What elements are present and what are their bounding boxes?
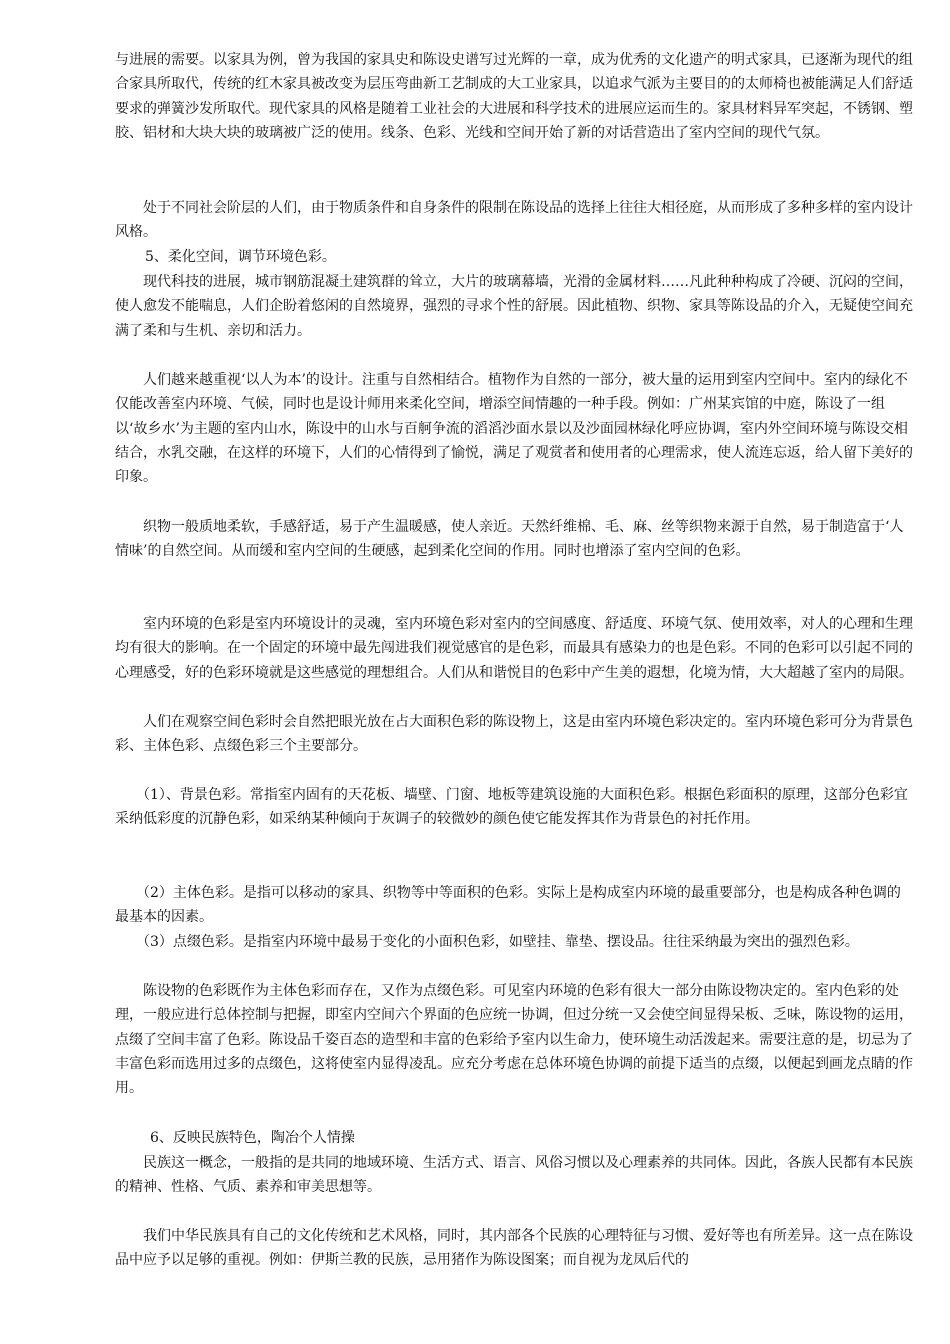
paragraph-chinese-nation: 我们中华民族具有自己的文化传统和艺术风格，同时，其内部各个民族的心理特征与习惯、爱好等也有所差异。这一点在陈设品中应予以足够的重视。例如：伊斯兰教的民族，忌用猪作为陈设图案；而自视为龙凤后代的 <box>115 1228 913 1269</box>
paragraph-furniture-history: 与进展的需要。以家具为例，曾为我国的家具史和陈设史谱写过光辉的一章，成为优秀的文化遗产的明式家具，已逐渐为现代的组合家具所取代，传统的红木家具被改变为层压弯曲新工艺制成的大工业家具，以追求气派为主要目的的太师椅也被能满足人们舒适要求的弹簧沙发所取代。现代家具的风格是随着工业社会的大进展和科学技术的进展应运而生的。家具材料异军突起，不锈钢、塑胶、铝材和大块大块的玻璃被广泛的使用。线条、色彩、光线和空间开始了新的对话营造出了室内空间的现代气氛。 <box>115 52 913 141</box>
paragraph-fabrics: 织物一般质地柔软，手感舒适，易于产生温暖感，使人亲近。天然纤维棉、毛、麻、丝等织物来源于自然，易于制造富于‘人情味’的自然空间。从而缓和室内空间的生硬感，起到柔化空间的作用。同时也增添了室内空间的色彩。 <box>115 519 904 560</box>
section-heading-6: 6、反映民族特色，陶冶个人情操 <box>150 1130 355 1146</box>
paragraph-decoration-color: 陈设物的色彩既作为主体色彩而存在，又作为点缀色彩。可见室内环境的色彩有很大一部分由陈设物决定的。室内色彩的处理，一般应进行总体控制与把握，即室内空间六个界面的色应统一协调，但过分统一又会使空间显得呆板、乏味，陈设物的运用，点缀了空间丰富了色彩。陈设品千姿百态的造型和丰富的色彩给予室内以生命力，使环境生动活泼起来。需要注意的是，切忌为了丰富色彩而选用过多的点缀色，这将使室内显得凌乱。应充分考虑在总体环境色协调的前提下适当的点缀，以便起到画龙点睛的作用。 <box>115 983 913 1097</box>
paragraph-social-classes: 处于不同社会阶层的人们，由于物质条件和自身条件的限制在陈设品的选择上往往大相径庭，从而形成了多种多样的室内设计风格。 <box>115 200 913 241</box>
paragraph-people-oriented: 人们越来越重视‘以人为本’的设计。注重与自然相结合。植物作为自然的一部分，被大量的运用到室内空间中。室内的绿化不仅能改善室内环境、气候，同时也是设计师用来柔化空间，增添空间情趣的一种手段。例如：广州某宾馆的中庭，陈设了一组以‘故乡水’为主题的室内山水，陈设中的山水与百舸争流的滔滔沙面水景以及沙面园林绿化呼应协调，室内外空间环境与陈设交相结合，水乳交融，在这样的环境下，人们的心情得到了愉悦，满足了观赏者和使用者的心理需求，使人流连忘返，给人留下美好的印象。 <box>115 372 913 486</box>
paragraph-interior-color: 室内环境的色彩是室内环境设计的灵魂，室内环境色彩对室内的空间感度、舒适度、环境气氛、使用效率，对人的心理和生理均有很大的影响。在一个固定的环境中最先闯进我们视觉感官的是色彩，而最具有感染力的也是色彩。不同的色彩可以引起不同的心理感受，好的色彩环境就是这些感觉的理想组合。人们从和谐悦目的色彩中产生美的遐想，化境为情，大大超越了室内的局限。 <box>115 616 913 681</box>
paragraph-color-observation: 人们在观察空间色彩时会自然把眼光放在占大面积色彩的陈设物上，这是由室内环境色彩决定的。室内环境色彩可分为背景色彩、主体色彩、点缀色彩三个主要部分。 <box>115 714 913 755</box>
paragraph-accent-color: （3）点缀色彩。是指室内环境中最易于变化的小面积色彩，如壁挂、靠垫、摆设品。往往采纳最为突出的强烈色彩。 <box>136 934 859 950</box>
section-heading-5: 5、柔化空间，调节环境色彩。 <box>145 249 336 265</box>
paragraph-modern-technology: 现代科技的进展，城市钢筋混凝土建筑群的耸立，大片的玻璃幕墙，光滑的金属材料……凡此种种构成了冷硬、沉闷的空间，使人愈发不能喘息，人们企盼着悠闲的自然境界，强烈的寻求个性的舒展。因此植物、织物、家具等陈设品的介入，无疑使空间充满了柔和与生机、亲切和活力。 <box>115 274 913 339</box>
paragraph-nation-concept: 民族这一概念，一般指的是共同的地域环境、生活方式、语言、风俗习惯以及心理素养的共同体。因此，各族人民都有本民族的精神、性格、气质、素养和审美思想等。 <box>115 1155 913 1196</box>
paragraph-background-color: （1）、背景色彩。常指室内固有的天花板、墙壁、门窗、地板等建筑设施的大面积色彩。根据色彩面积的原理，这部分色彩宜采纳低彩度的沉静色彩，如采纳某种倾向于灰调子的较微妙的颜色使它能发挥其作为背景色的衬托作用。 <box>115 787 908 828</box>
paragraph-main-color: （2）主体色彩。是指可以移动的家具、织物等中等面积的色彩。实际上是构成室内环境的最重要部分，也是构成各种色调的最基本的因素。 <box>115 885 901 926</box>
